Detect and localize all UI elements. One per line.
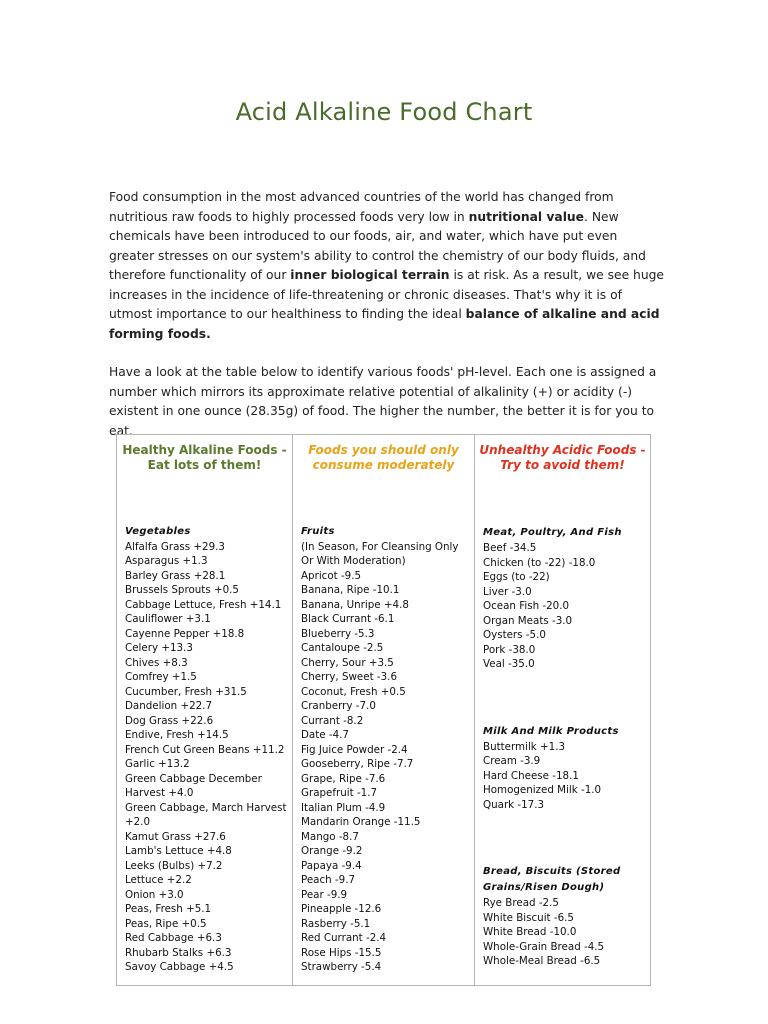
list-item: Green Cabbage, March Harvest +2.0 [125, 801, 287, 828]
list-item: Kamut Grass +27.6 [125, 830, 226, 843]
list-item: Asparagus +1.3 [125, 555, 208, 567]
category-vegetables: Vegetables [125, 526, 191, 537]
list-item: Ocean Fish -20.0 [483, 600, 570, 612]
list-item: Rose Hips -15.5 [301, 946, 382, 959]
list-item: Organ Meats -3.0 [483, 614, 573, 627]
list-item: Mango -8.7 [301, 830, 359, 843]
list-item: Green Cabbage December Harvest +4.0 [125, 772, 262, 799]
acidic-group [483, 864, 646, 969]
list-item: Orange -9.2 [301, 845, 363, 857]
intro-paragraph-2: Have a look at the table below to identify various foods' pH-level. Each one is assigned a number which mirrors its approximate relative potential of alkalinity (+) or acidity (-) existent in one ounce (28.35g) of food. The higher the number, the better it is for you to eat. [109, 365, 657, 438]
list-item: Apricot -9.5 [301, 569, 362, 582]
list-item: Rye Bread -2.5 [483, 897, 559, 909]
list-item: Comfrey +1.5 [125, 671, 197, 683]
alkaline-list [125, 525, 288, 975]
list-item: Currant -8.2 [301, 714, 364, 727]
acidic-group [483, 724, 646, 813]
list-item: Papaya -9.4 [301, 859, 362, 872]
list-item: White Bread -10.0 [483, 926, 577, 938]
intro-bold-nutritional-value: nutritional value [468, 209, 585, 224]
list-item: Lettuce +2.2 [125, 874, 192, 886]
list-item: Italian Plum -4.9 [301, 801, 386, 814]
list-item: Oysters -5.0 [483, 629, 546, 641]
list-item: Date -4.7 [301, 729, 349, 741]
intro-paragraph-1 [109, 188, 664, 344]
list-item: Alfalfa Grass +29.3 [125, 540, 225, 553]
list-item: Garlic +13.2 [125, 758, 190, 770]
alkaline-column [117, 435, 293, 985]
list-item: Dog Grass +22.6 [125, 714, 214, 727]
list-item: Whole-Grain Bread -4.5 [483, 940, 605, 953]
list-item: Cantaloupe -2.5 [301, 642, 384, 654]
acidic-group [483, 525, 646, 672]
list-item: Coconut, Fresh +0.5 [301, 685, 406, 698]
list-item: Leeks (Bulbs) +7.2 [125, 859, 223, 872]
list-item: Rhubarb Stalks +6.3 [125, 946, 232, 959]
list-item: Mandarin Orange -11.5 [301, 816, 421, 828]
intro-bold-biological-terrain: inner biological terrain [290, 268, 450, 282]
page-title: Acid Alkaline Food Chart [235, 98, 533, 126]
acidic-column [475, 435, 650, 985]
list-item: Whole-Meal Bread -6.5 [483, 955, 601, 967]
list-item: Strawberry -5.4 [301, 961, 382, 973]
list-item: Hard Cheese -18.1 [483, 769, 579, 782]
list-item: Liver -3.0 [483, 585, 532, 598]
acidic-list [483, 525, 646, 969]
list-item: Savoy Cabbage +4.5 [125, 961, 234, 973]
moderate-list [301, 525, 470, 975]
list-item: Buttermilk +1.3 [483, 740, 566, 753]
list-item: Pork -38.0 [483, 643, 536, 656]
intro-text-1c: . New chemicals have been introduced to our foods, air, and water, which have put even greater stresses on our system's ability to control the chemistry of our body fluids, and therefore functionality of our [109, 209, 646, 282]
list-item: Endive, Fresh +14.5 [125, 729, 229, 741]
alkaline-heading: Healthy Alkaline Foods - Eat lots of them! [122, 443, 287, 472]
list-item: Brussels Sprouts +0.5 [125, 584, 239, 596]
list-item: Black Currant -6.1 [301, 613, 395, 625]
list-item: Cream -3.9 [483, 755, 541, 767]
list-item: Blueberry -5.3 [301, 627, 375, 640]
list-item: Lamb's Lettuce +4.8 [125, 845, 232, 857]
list-item: Barley Grass +28.1 [125, 569, 226, 582]
list-item: Cranberry -7.0 [301, 700, 376, 712]
acidic-heading: Unhealthy Acidic Foods - Try to avoid them! [479, 443, 646, 472]
list-item: Cherry, Sour +3.5 [301, 656, 394, 669]
list-item: Banana, Unripe +4.8 [301, 598, 409, 611]
food-chart-table [116, 434, 651, 986]
intro-bold-balance: balance of alkaline and acid forming foods. [109, 307, 660, 341]
list-item: Grape, Ripe -7.6 [301, 772, 386, 785]
list-item: Dandelion +22.7 [125, 700, 213, 712]
list-item: Cherry, Sweet -3.6 [301, 671, 398, 683]
list-item: Grapefruit -1.7 [301, 787, 378, 799]
list-item: Peas, Fresh +5.1 [125, 903, 212, 915]
list-item: French Cut Green Beans +11.2 [125, 743, 285, 756]
intro-text [109, 188, 664, 460]
list-item: Fig Juice Powder -2.4 [301, 743, 408, 756]
list-item: Cauliflower +3.1 [125, 613, 211, 625]
list-item: Quark -17.3 [483, 798, 545, 811]
category-fruits: Fruits [301, 526, 335, 537]
list-item: Rasberry -5.1 [301, 917, 371, 930]
list-item: White Biscuit -6.5 [483, 911, 574, 924]
list-item: Celery +13.3 [125, 642, 193, 654]
list-item: Eggs (to -22) [483, 571, 550, 583]
list-item: Homogenized Milk -1.0 [483, 784, 602, 796]
list-item: Peas, Ripe +0.5 [125, 917, 207, 930]
list-item: Pear -9.9 [301, 888, 348, 901]
list-item: Onion +3.0 [125, 888, 184, 901]
list-item: Cabbage Lettuce, Fresh +14.1 [125, 598, 282, 611]
list-item: Cayenne Pepper +18.8 [125, 627, 245, 640]
list-item: Beef -34.5 [483, 542, 537, 554]
category-label: Milk And Milk Products [483, 725, 619, 737]
list-item: Gooseberry, Ripe -7.7 [301, 758, 414, 770]
list-item: Banana, Ripe -10.1 [301, 584, 400, 596]
category-label: Bread, Biscuits (Stored Grains/Risen Dough) [483, 866, 621, 893]
list-item: Chicken (to -22) -18.0 [483, 556, 596, 569]
category-label: Meat, Poultry, And Fish [483, 527, 622, 538]
intro-text-1d: is at risk. As a result, we see huge increases in the incidence of life-threatening or chronic diseases. That's why it is of utmost importance to our healthiness to finding the ideal [109, 268, 665, 321]
list-item: Red Cabbage +6.3 [125, 932, 222, 944]
intro-text-1a: Food consumption in the most advanced countries of the world has changed from nutritious raw foods to highly processed foods very low in [109, 190, 614, 224]
list-item: Red Currant -2.4 [301, 932, 387, 944]
list-item: Chives +8.3 [125, 656, 188, 669]
list-item: Cucumber, Fresh +31.5 [125, 685, 247, 698]
moderate-column [293, 435, 475, 985]
list-item: Pineapple -12.6 [301, 903, 382, 915]
list-item: (In Season, For Cleansing Only Or With Moderation) [301, 540, 459, 567]
moderate-heading: Foods you should only consume moderately [308, 443, 459, 472]
list-item: Peach -9.7 [301, 874, 356, 886]
list-item: Veal -35.0 [483, 658, 535, 670]
